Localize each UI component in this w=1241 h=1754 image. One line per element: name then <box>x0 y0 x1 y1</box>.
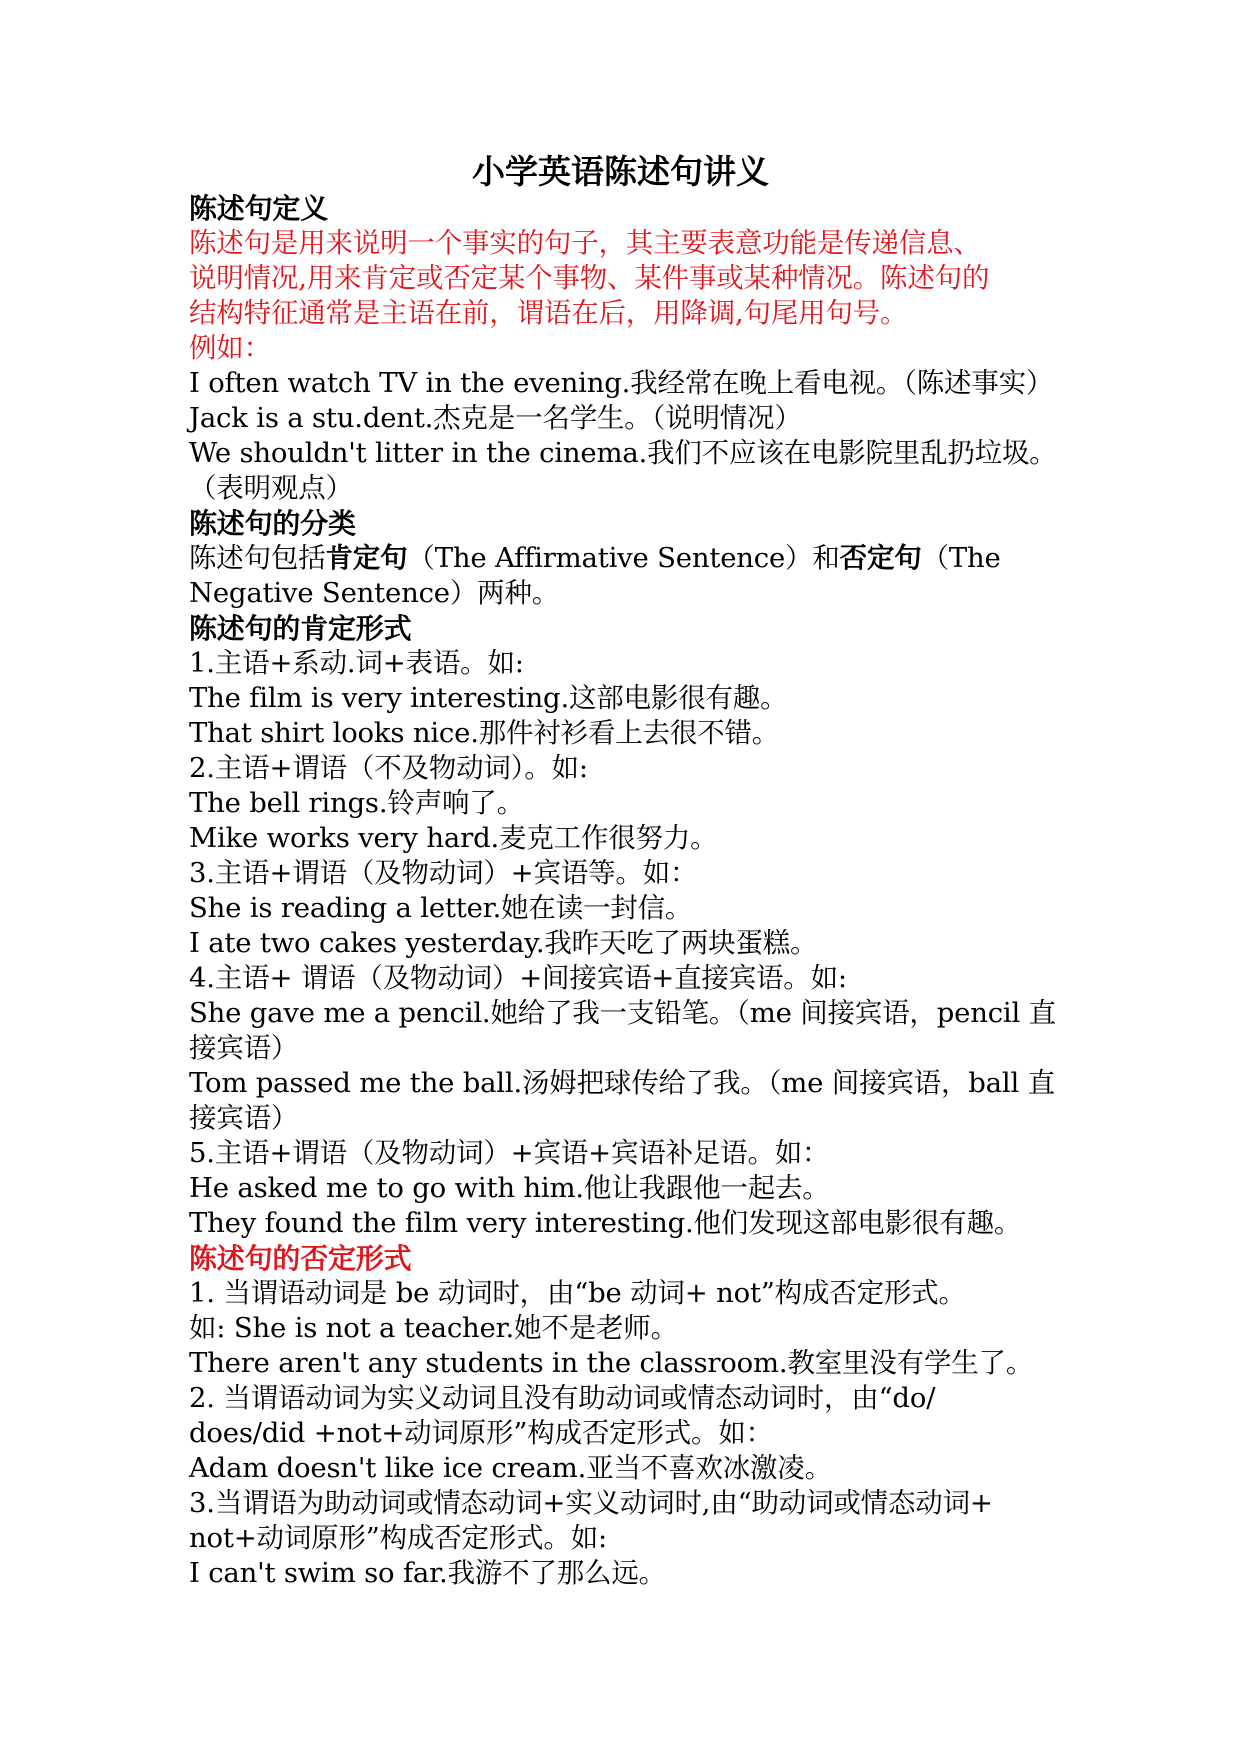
bold-term-negative: 否定句 <box>839 542 922 574</box>
affirmative-line: I ate two cakes yesterday.我昨天吃了两块蛋糕。 <box>189 927 818 959</box>
affirmative-line: They found the film very interesting.他们发现这部电影很有趣。 <box>189 1207 1022 1239</box>
negative-line: 1. 当谓语动词是 be 动词时，由“be 动词+ not”构成否定形式。 <box>189 1277 966 1309</box>
negative-line: does/did +not+动词原形”构成否定形式。如： <box>189 1417 773 1449</box>
text-run: （The <box>921 542 1001 574</box>
example-line: We shouldn't litter in the cinema.我们不应该在电影院里乱扔垃圾。 <box>189 437 1057 469</box>
negative-line: 如: She is not a teacher.她不是老师。 <box>189 1312 678 1344</box>
affirmative-line: She is reading a letter.她在读一封信。 <box>189 892 693 924</box>
document-body <box>189 191 1069 1591</box>
classification-line <box>189 541 1069 576</box>
affirmative-line: 4.主语+ 谓语（及物动词）+间接宾语+直接宾语。如: <box>189 962 847 994</box>
definition-line: 例如： <box>189 332 271 364</box>
negative-line: Adam doesn't like ice cream.亚当不喜欢冰激凌。 <box>189 1452 832 1484</box>
affirmative-line: Mike works very hard.麦克工作很努力。 <box>189 822 718 854</box>
section-heading-classification: 陈述句的分类 <box>189 507 356 540</box>
classification-line: Negative Sentence）两种。 <box>189 577 560 609</box>
section-heading-affirmative: 陈述句的肯定形式 <box>189 612 412 645</box>
affirmative-line: She gave me a pencil.她给了我一支铅笔。（me 间接宾语，pencil 直 <box>189 997 1056 1029</box>
page-title: 小学英语陈述句讲义 <box>472 152 769 191</box>
example-line: I often watch TV in the evening.我经常在晚上看电视。（陈述事实） <box>189 367 1054 399</box>
affirmative-line: 1.主语+系动.词+表语。如: <box>189 647 524 679</box>
affirmative-line: The bell rings.铃声响了。 <box>189 787 524 819</box>
affirmative-line: 2.主语+谓语（不及物动词）。如: <box>189 752 588 784</box>
text-run: （The Affirmative Sentence）和 <box>407 542 840 574</box>
affirmative-line: 5.主语+谓语（及物动词）+宾语+宾语补足语。如： <box>189 1137 830 1169</box>
affirmative-line: That shirt looks nice.那件衬衫看上去很不错。 <box>189 717 780 749</box>
example-line: （表明观点） <box>189 472 353 504</box>
definition-line: 说明情况,用来肯定或否定某个事物、某件事或某种情况。陈述句的 <box>189 262 990 294</box>
affirmative-line: The film is very interesting.这部电影很有趣。 <box>189 682 788 714</box>
bold-term-affirmative: 肯定句 <box>325 542 408 574</box>
negative-line: I can't swim so far.我游不了那么远。 <box>189 1557 666 1589</box>
section-heading-negative: 陈述句的否定形式 <box>189 1242 412 1275</box>
affirmative-line: 接宾语） <box>189 1102 299 1134</box>
negative-line: not+动词原形”构成否定形式。如: <box>189 1522 608 1554</box>
negative-line: There aren't any students in the classroom.教室里没有学生了。 <box>189 1347 1034 1379</box>
section-heading-definition: 陈述句定义 <box>189 192 329 225</box>
affirmative-line: 3.主语+谓语（及物动词）+宾语等。如： <box>189 857 698 889</box>
definition-line: 结构特征通常是主语在前，谓语在后，用降调,句尾用句号。 <box>189 297 908 329</box>
negative-line: 3.当谓语为助动词或情态动词+实义动词时,由“助动词或情态动词+ <box>189 1487 993 1519</box>
definition-line: 陈述句是用来说明一个事实的句子，其主要表意功能是传递信息、 <box>189 227 981 259</box>
text-run: 陈述句包括 <box>189 542 326 574</box>
affirmative-line: He asked me to go with him.他让我跟他一起去。 <box>189 1172 830 1204</box>
negative-line: 2. 当谓语动词为实义动词且没有助动词或情态动词时，由“do/ <box>189 1382 936 1414</box>
example-line: Jack is a stu.dent.杰克是一名学生。（说明情况） <box>189 402 802 434</box>
affirmative-line: Tom passed me the ball.汤姆把球传给了我。（me 间接宾语，ball 直 <box>189 1067 1055 1099</box>
affirmative-line: 接宾语） <box>189 1032 299 1064</box>
